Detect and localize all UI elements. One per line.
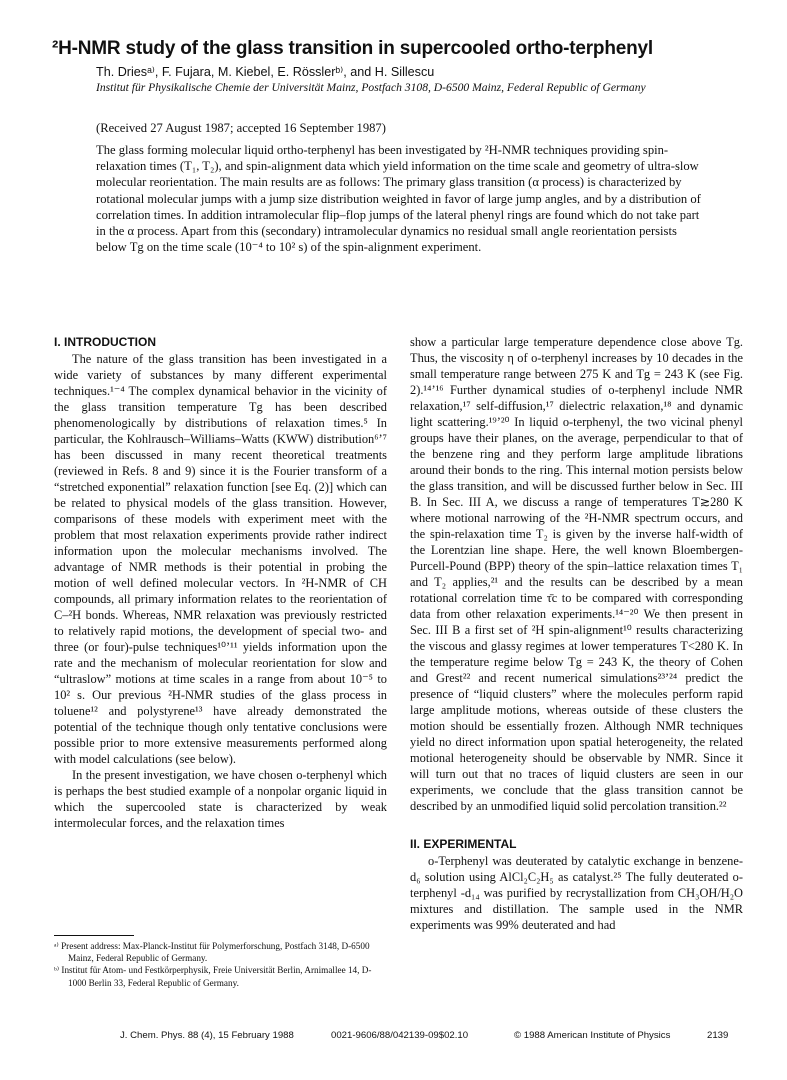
paragraph: In the present investigation, we have chosen o-terphenyl which is perhaps the best studied example of a nonpolar organic liquid in which the supercooled state is characterized by weak intermolecular forces, and the relaxation times (54, 768, 387, 830)
author-list: Th. Driesᵃ⁾, F. Fujara, M. Kiebel, E. Rösslerᵇ⁾, and H. Sillescu (96, 65, 435, 79)
copyright: © 1988 American Institute of Physics (514, 1030, 671, 1041)
footnote-b: ᵇ⁾ Institut für Atom- und Festkörperphysik, Freie Universität Berlin, Arnimallee 14, D-1000 Berlin 33, Federal Republic of Germany. (54, 965, 372, 988)
section-spacer (410, 814, 743, 836)
right-column (410, 334, 743, 933)
footnote-rule (54, 935, 134, 936)
left-column (54, 334, 387, 831)
section-heading-introduction: I. INTRODUCTION (54, 335, 156, 349)
footnotes (54, 940, 389, 989)
journal-citation: J. Chem. Phys. 88 (4), 15 February 1988 (120, 1030, 294, 1041)
section-heading-experimental: II. EXPERIMENTAL (410, 837, 517, 851)
paragraph: o-Terphenyl was deuterated by catalytic exchange in benzene-d₆ solution using AlCl₂C₂H₅ as catalyst.²⁵ The fully deuterated o-terphenyl -d₁₄ was purified by recrystallization from CH₃OH/H₂O mixtures and distillation. The sample used in the NMR experiments was 99% deuterated and had (410, 854, 743, 932)
article-code: 0021-9606/88/042139-09$02.10 (331, 1030, 469, 1041)
page-number: 2139 (707, 1030, 729, 1041)
affiliation: Institut für Physikalische Chemie der Universität Mainz, Postfach 3108, D-6500 Mainz, Federal Republic of Germany (96, 81, 646, 94)
paper-title: ²H-NMR study of the glass transition in supercooled ortho-terphenyl (52, 38, 653, 59)
paragraph: The nature of the glass transition has been investigated in a wide variety of substances by many different experimental techniques.¹⁻⁴ The complex dynamical behavior in the vicinity of the glass transition temperature Tg has been described phenomenologically by distributions of relaxation times.⁵ In particular, the Kohlrausch–Williams–Watts (KWW) distribution⁶ʼ⁷ has been discussed in many recent theoretical treatments (reviewed in Refs. 8 and 9) since it is the Fourier transform of a “stretched exponential” relaxation function [see Eq. (2)] which can be related to physical models of the glass transition. However, comparisons of these models with experiment meet with the problem that most relaxation experiments provide rather indirect information upon the molecular mechanisms involved. The advantage of NMR methods is their potential in probing the motion of well defined molecular vectors. In ²H-NMR of CH compounds, all primary information relates to the reorientation of C–²H bonds. Whereas, NMR relaxation was previously restricted to relatively rapid motions, the development of special two- and three (or four)-pulse techniques¹⁰ʼ¹¹ yields information upon the rate and the mechanism of molecular reorientation for slow and “ultraslow” motions at time scales in a range from about 10⁻⁵ to 10² s. Our previous ²H-NMR studies of the glass process in toluene¹² and polystyrene¹³ have already demonstrated the potential of the technique though only tentative conclusions were possible prior to more extensive measurements performed along with model calculations (see below). (54, 352, 387, 766)
received-dates: (Received 27 August 1987; accepted 16 September 1987) (96, 121, 386, 135)
paragraph: show a particular large temperature dependence close above Tg. Thus, the viscosity η of o-terphenyl increases by 10 decades in the small temperature range between 275 K and Tg = 243 K (see Fig. 2).¹⁴ʼ¹⁶ Further dynamical studies of o-terphenyl include NMR relaxation,¹⁷ self-diffusion,¹⁷ dielectric relaxation,¹⁸ and dynamic light scattering.¹⁹ʼ²⁰ In liquid o-terphenyl, the two vicinal phenyl groups have their planes, on the average, perpendicular to that of the benzene ring and they perform large amplitude librations around their bonds to the ring. This internal motion persists below the glass transition, and will be discussed further below in Sec. III B. In Sec. III A, we discuss a range of temperatures T≳280 K where motional narrowing of the ²H-NMR spectrum occurs, and the spin-relaxation time T₂ is given by the inverse half-width of the Lorentzian line shape. Here, the well known Bloembergen-Purcell-Pound (BPP) theory of the spin–lattice relaxation times T₁ and T₂ applies,²¹ and the results can be described by a mean rotational correlation time τ̄c to be compared with corresponding data from other relaxation experiments.¹⁴⁻²⁰ We then present in Sec. III B a first set of ²H spin-alignment¹⁰ results characterizing the viscous and glassy regimes at lower temperatures T<280 K. In the temperature regime below Tg = 243 K, the theory of Cohen and Grest²² and recent numerical simulations²³ʼ²⁴ predict the presence of “liquid clusters” where the molecules perform rapid large amplitude motions, whereas outside of these clusters the motion should be essentially frozen. Although NMR techniques yield no direct information upon spatial heterogeneity, the related motional heterogeneity should be observable by NMR. Since it will turn out that no traces of liquid clusters are seen in our experiments, we conclude that the glass transition cannot be described by an unmodified liquid solid percolation transition.²² (410, 335, 743, 813)
footnote-a: ᵃ⁾ Present address: Max-Planck-Institut für Polymerforschung, Postfach 3148, D-6500 Mainz, Federal Republic of Germany. (54, 941, 370, 964)
abstract: The glass forming molecular liquid ortho-terphenyl has been investigated by ²H-NMR techniques providing spin-relaxation times (T₁, T₂), and spin-alignment data which yield information on the time scale and geometry of ultra-slow molecular reorientation. The main results are as follows: The primary glass transition (α process) is characterized by rotational molecular jumps with a jump size distribution weighted in favor of large jump angles, and by a distribution of correlation times. In addition intramolecular flip–flop jumps of the lateral phenyl rings are found which do not take part in the α process. Apart from this (secondary) intramolecular dynamics no residual small angle reorientation persists below Tg on the time scale (10⁻⁴ to 10² s) of the spin-alignment experiment. (96, 143, 701, 255)
